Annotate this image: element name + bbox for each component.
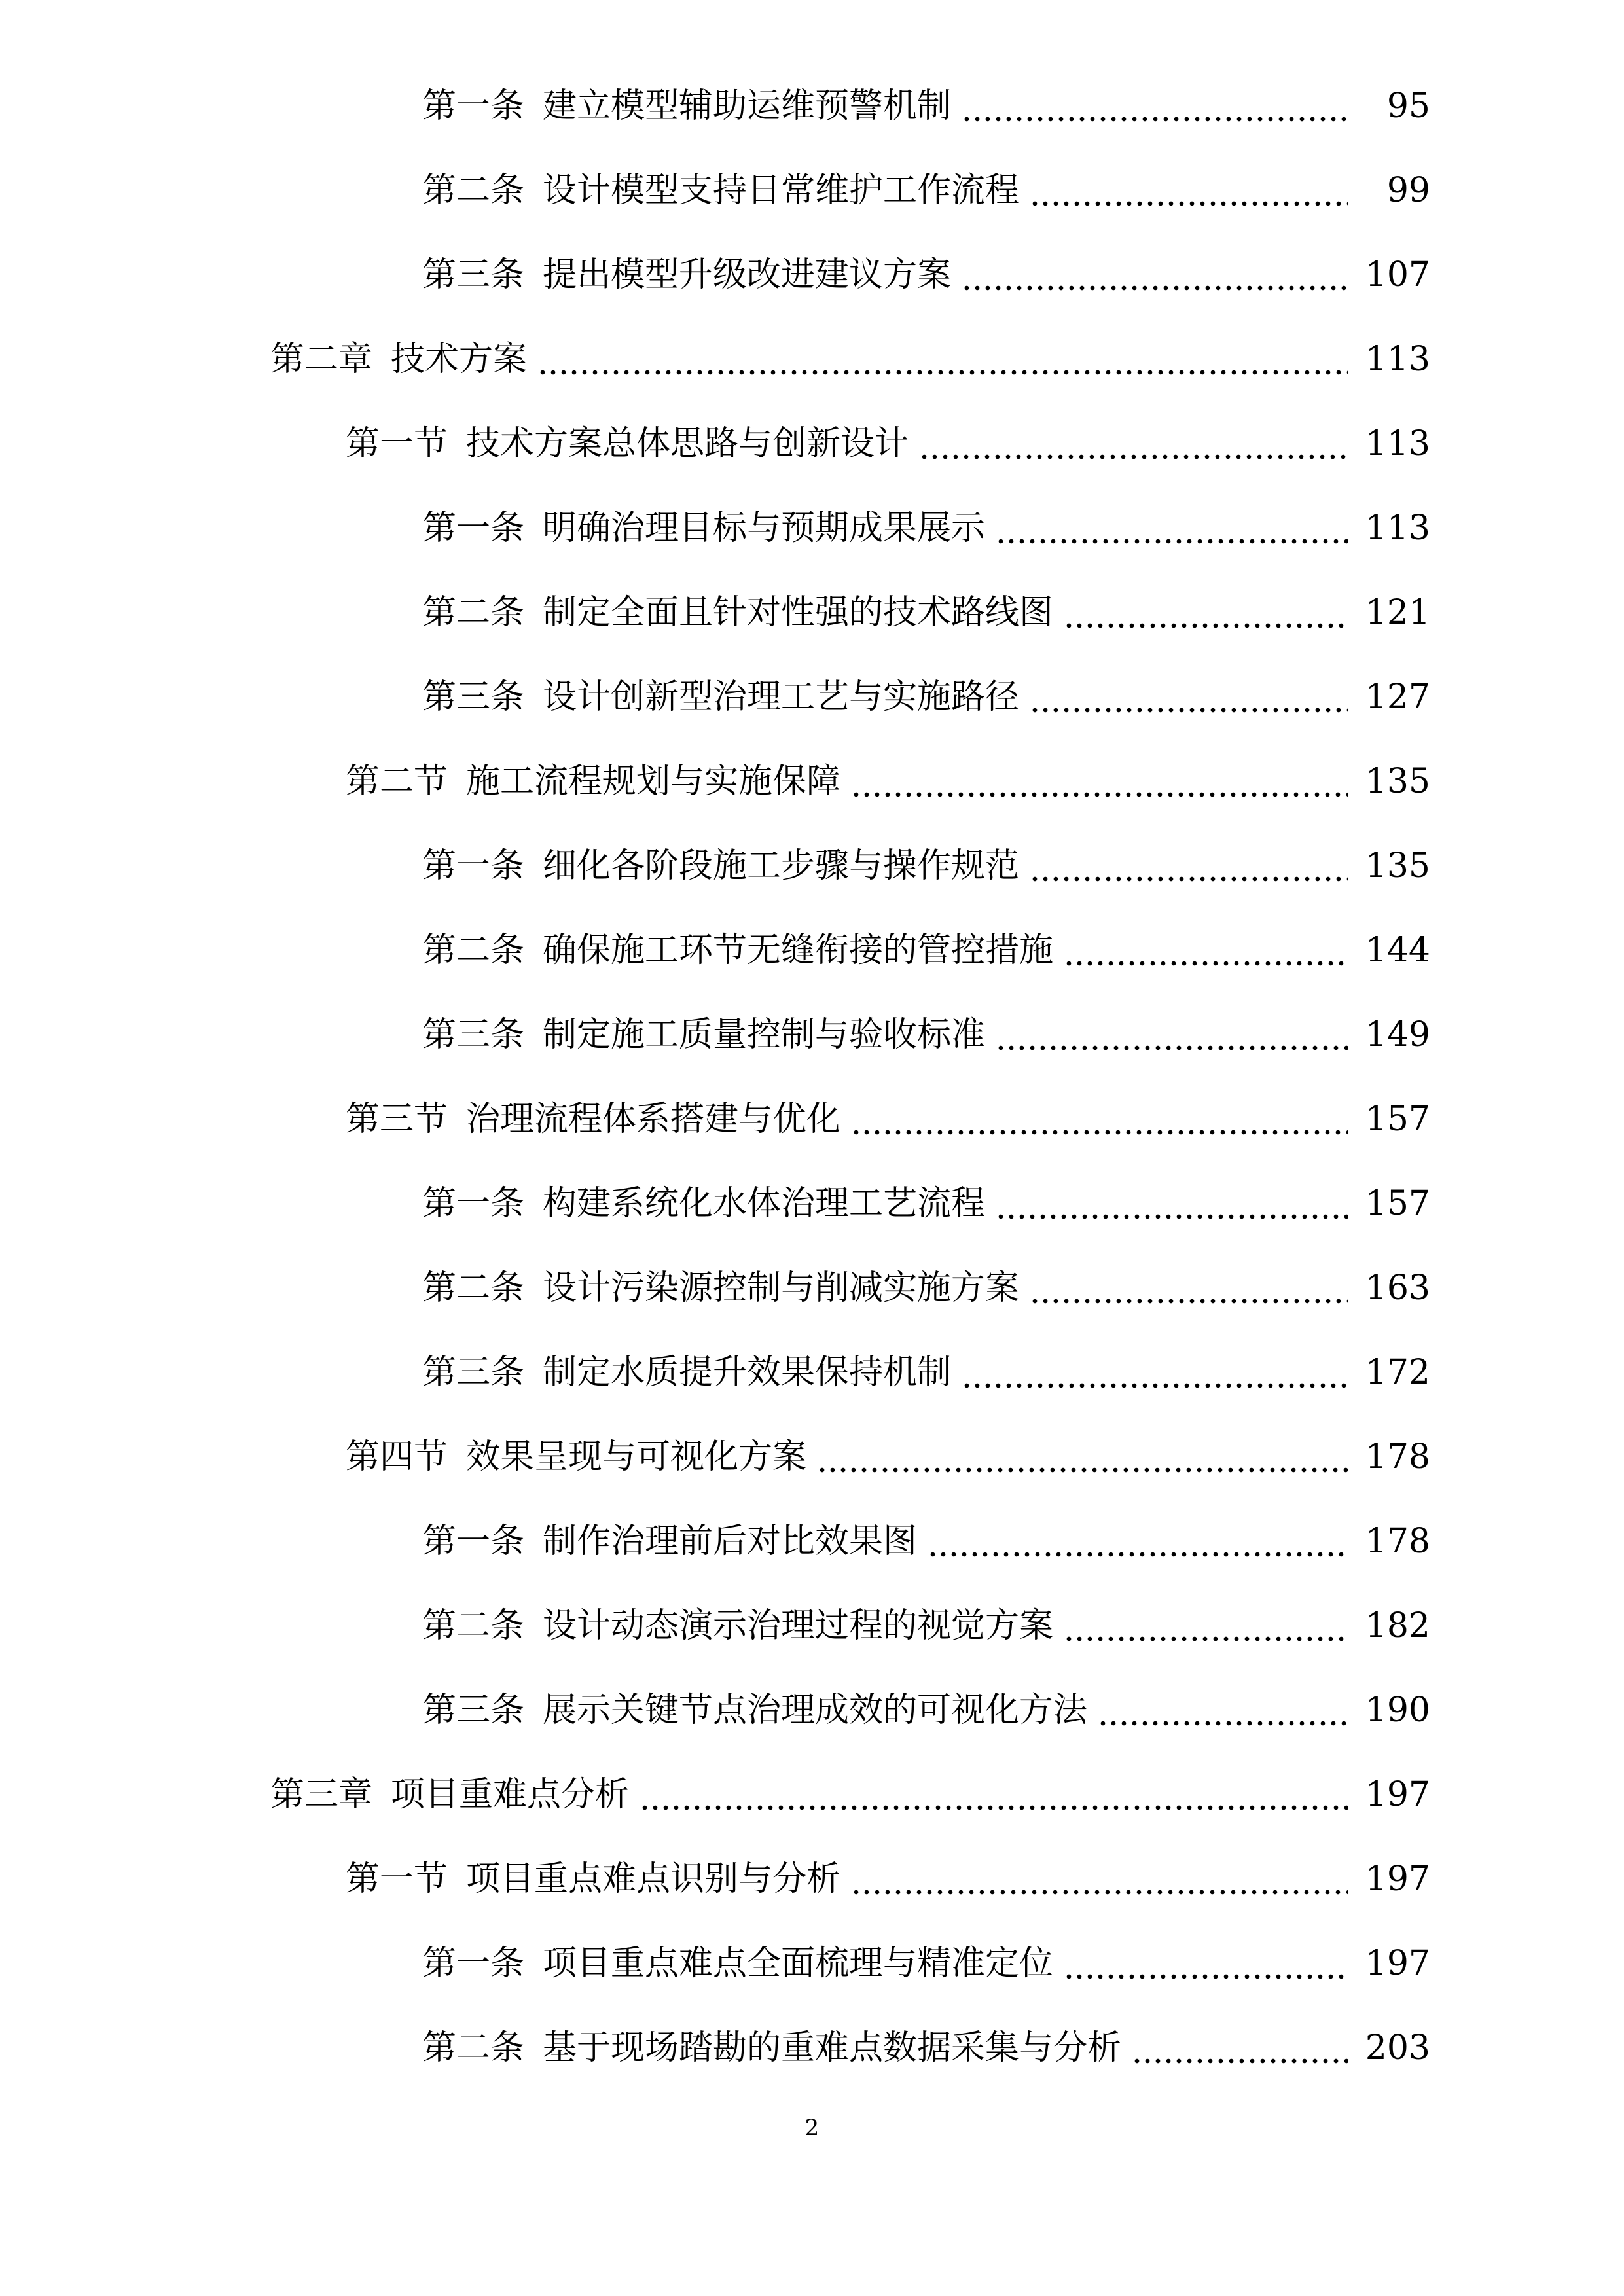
toc-entry-page-number: 190	[1365, 1691, 1430, 1730]
toc-entry[interactable]	[0, 486, 1624, 571]
toc-entry-page-number: 149	[1365, 1015, 1430, 1054]
toc-entry-label: 第二条	[422, 931, 525, 970]
dot-leader	[1064, 1584, 1348, 1668]
toc-entry-label: 第三条	[422, 1015, 525, 1054]
dot-leader	[1064, 1922, 1348, 2006]
toc-entry-page-number: 135	[1365, 762, 1430, 801]
toc-entry-title: 展示关键节点治理成效的可视化方法	[543, 1691, 1088, 1730]
toc-entry-title: 施工流程规划与实施保障	[466, 762, 841, 801]
toc-entry-title: 技术方案总体思路与创新设计	[466, 424, 909, 463]
toc-entry-title: 项目重点难点识别与分析	[466, 1859, 841, 1899]
toc-entry[interactable]	[0, 1922, 1624, 2006]
toc-entry-label: 第一条	[422, 1184, 525, 1223]
toc-entry-title: 项目重难点分析	[391, 1775, 630, 1814]
toc-entry-page-number: 121	[1365, 593, 1430, 632]
toc-entry-title: 提出模型升级改进建议方案	[543, 255, 952, 295]
toc-entry-title: 效果呈现与可视化方案	[466, 1437, 807, 1477]
dot-leader	[851, 1837, 1348, 1922]
toc-entry-page-number: 127	[1365, 677, 1430, 717]
toc-entry-label: 第二章	[270, 340, 373, 379]
dot-leader	[1098, 1668, 1348, 1753]
toc-entry-label: 第三条	[422, 1353, 525, 1392]
dot-leader	[1030, 655, 1348, 740]
toc-entry-label: 第二条	[422, 593, 525, 632]
toc-entry-title: 制定全面且针对性强的技术路线图	[543, 593, 1054, 632]
dot-leader	[1064, 908, 1348, 993]
toc-entry-label: 第二条	[422, 2028, 525, 2068]
toc-entry-page-number: 157	[1365, 1100, 1430, 1139]
toc-entry[interactable]	[0, 571, 1624, 655]
toc-entry-page-number: 197	[1365, 1859, 1430, 1899]
toc-entry-title: 设计创新型治理工艺与实施路径	[543, 677, 1020, 717]
dot-leader	[851, 1077, 1348, 1162]
toc-entry-page-number: 107	[1365, 255, 1430, 295]
toc-entry-page-number: 178	[1365, 1522, 1430, 1561]
toc-entry-label: 第一节	[346, 424, 448, 463]
dot-leader	[640, 1753, 1348, 1837]
toc-entry-page-number: 113	[1365, 340, 1430, 379]
dot-leader	[1132, 2006, 1348, 2090]
dot-leader	[1064, 571, 1348, 655]
toc-entry-page-number: 163	[1365, 1268, 1430, 1308]
toc-entry-page-number: 99	[1386, 171, 1430, 210]
toc-entry-label: 第二节	[346, 762, 448, 801]
toc-entry[interactable]	[0, 1246, 1624, 1331]
toc-entry-label: 第一条	[422, 846, 525, 886]
toc-entry[interactable]	[0, 2006, 1624, 2090]
toc-entry[interactable]	[0, 1162, 1624, 1246]
toc-entry-title: 设计模型支持日常维护工作流程	[543, 171, 1020, 210]
toc-entry[interactable]	[0, 908, 1624, 993]
toc-entry-page-number: 203	[1365, 2028, 1430, 2068]
toc-entry[interactable]	[0, 824, 1624, 908]
toc-entry-title: 治理流程体系搭建与优化	[466, 1100, 841, 1139]
toc-entry-label: 第三章	[270, 1775, 373, 1814]
toc-entry-label: 第一节	[346, 1859, 448, 1899]
toc-entry[interactable]	[0, 1077, 1624, 1162]
toc-entry-title: 基于现场踏勘的重难点数据采集与分析	[543, 2028, 1122, 2068]
toc-entry-title: 建立模型辅助运维预警机制	[543, 86, 952, 126]
dot-leader	[962, 64, 1348, 149]
toc-entry-label: 第一条	[422, 509, 525, 548]
dot-leader	[996, 486, 1348, 571]
dot-leader	[996, 1162, 1348, 1246]
page-number: 2	[804, 2115, 820, 2141]
toc-entry[interactable]	[0, 1331, 1624, 1415]
toc-entry[interactable]	[0, 1668, 1624, 1753]
dot-leader	[1030, 1246, 1348, 1331]
toc-entry-page-number: 157	[1365, 1184, 1430, 1223]
toc-entry-label: 第三条	[422, 677, 525, 717]
toc-entry-page-number: 113	[1365, 424, 1430, 463]
toc-entry[interactable]	[0, 1837, 1624, 1922]
toc-entry-page-number: 182	[1365, 1606, 1430, 1645]
toc-entry-page-number: 197	[1365, 1775, 1430, 1814]
toc-entry[interactable]	[0, 149, 1624, 233]
toc-entry-page-number: 95	[1386, 86, 1430, 126]
dot-leader	[1030, 149, 1348, 233]
dot-leader	[962, 1331, 1348, 1415]
toc-entry-label: 第四节	[346, 1437, 448, 1477]
dot-leader	[817, 1415, 1348, 1499]
toc-entry[interactable]	[0, 64, 1624, 149]
toc-entry-title: 细化各阶段施工步骤与操作规范	[543, 846, 1020, 886]
table-of-contents	[0, 64, 1624, 2090]
toc-entry[interactable]	[0, 740, 1624, 824]
toc-entry-page-number: 197	[1365, 1944, 1430, 1983]
dot-leader	[537, 317, 1348, 402]
toc-entry[interactable]	[0, 1499, 1624, 1584]
toc-entry-title: 制定施工质量控制与验收标准	[543, 1015, 986, 1054]
toc-entry[interactable]	[0, 655, 1624, 740]
toc-entry[interactable]	[0, 402, 1624, 486]
toc-entry-title: 技术方案	[391, 340, 528, 379]
toc-entry[interactable]	[0, 1584, 1624, 1668]
toc-entry-title: 制作治理前后对比效果图	[543, 1522, 918, 1561]
toc-entry-label: 第二条	[422, 1268, 525, 1308]
toc-entry-label: 第二条	[422, 1606, 525, 1645]
dot-leader	[919, 402, 1348, 486]
toc-entry-label: 第三条	[422, 255, 525, 295]
toc-entry[interactable]	[0, 233, 1624, 317]
toc-entry-page-number: 113	[1365, 509, 1430, 548]
toc-entry-title: 确保施工环节无缝衔接的管控措施	[543, 931, 1054, 970]
toc-entry-label: 第三节	[346, 1100, 448, 1139]
toc-entry-title: 设计污染源控制与削减实施方案	[543, 1268, 1020, 1308]
toc-entry-label: 第一条	[422, 1522, 525, 1561]
dot-leader	[928, 1499, 1348, 1584]
toc-entry-label: 第二条	[422, 171, 525, 210]
dot-leader	[962, 233, 1348, 317]
toc-entry-title: 构建系统化水体治理工艺流程	[543, 1184, 986, 1223]
toc-entry-title: 项目重点难点全面梳理与精准定位	[543, 1944, 1054, 1983]
dot-leader	[1030, 824, 1348, 908]
dot-leader	[996, 993, 1348, 1077]
dot-leader	[851, 740, 1348, 824]
toc-entry[interactable]	[0, 317, 1624, 402]
toc-entry-page-number: 172	[1365, 1353, 1430, 1392]
toc-entry-page-number: 135	[1365, 846, 1430, 886]
toc-entry[interactable]	[0, 1415, 1624, 1499]
toc-entry[interactable]	[0, 993, 1624, 1077]
toc-entry-title: 设计动态演示治理过程的视觉方案	[543, 1606, 1054, 1645]
toc-entry[interactable]	[0, 1753, 1624, 1837]
toc-entry-page-number: 144	[1365, 931, 1430, 970]
toc-entry-title: 明确治理目标与预期成果展示	[543, 509, 986, 548]
toc-entry-label: 第三条	[422, 1691, 525, 1730]
toc-entry-label: 第一条	[422, 86, 525, 126]
toc-entry-title: 制定水质提升效果保持机制	[543, 1353, 952, 1392]
toc-entry-page-number: 178	[1365, 1437, 1430, 1477]
toc-entry-label: 第一条	[422, 1944, 525, 1983]
